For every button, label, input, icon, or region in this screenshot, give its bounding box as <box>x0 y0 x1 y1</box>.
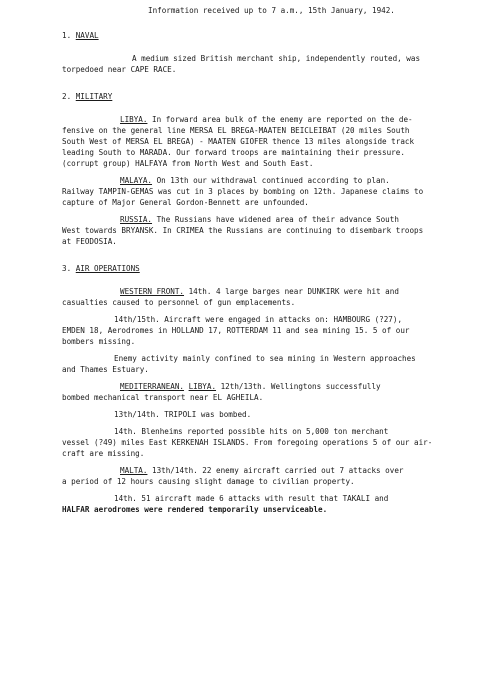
section-military-heading <box>62 91 466 102</box>
malta-label: MALTA. <box>120 466 148 475</box>
malaya-line: capture of Major General Gordon-Bennett are unfounded. <box>62 198 309 207</box>
air-p5: 13th/14th. TRIPOLI was bombed. <box>114 410 252 419</box>
med-first-line <box>62 381 466 392</box>
libya-line: South West of MERSA EL BREGA) - MAATEN GIOFER thence 13 miles alongside track <box>62 137 415 146</box>
air-p3-first: Enemy activity mainly confined to sea mining in Western approaches <box>114 354 416 363</box>
naval-line: torpedoed near CAPE RACE. <box>62 65 177 74</box>
air-p8-line: HALFAR aerodromes were rendered temporarily unserviceable. <box>62 505 328 514</box>
air-p3-line: and Thames Estuary. <box>62 365 149 374</box>
russia-first-line <box>62 214 466 225</box>
western-front-label: WESTERN FRONT. <box>120 287 185 296</box>
mediterranean-label: MEDITERRANEAN. <box>120 382 185 391</box>
russia-line: at FEODOSIA. <box>62 237 117 246</box>
report-header: Information received up to 7 a.m., 15th January, 1942. <box>148 6 395 15</box>
malaya-line: Railway TAMPIN-GEMAS was cut in 3 places by bombing on 12th. Japanese claims to <box>62 187 424 196</box>
section-number: 3. <box>62 264 72 273</box>
malta-line: a period of 12 hours causing slight damage to civilian property. <box>62 477 355 486</box>
russia-label: RUSSIA. <box>120 215 153 224</box>
section-title: MILITARY <box>75 92 113 101</box>
air-p6-line: craft are missing. <box>62 449 145 458</box>
air-p2-line: EMDEN 18, Aerodromes in HOLLAND 17, ROTTERDAM 11 and sea mining 15. 5 of our <box>62 326 410 335</box>
libya-label: LIBYA. <box>120 115 148 124</box>
malaya-text: On 13th our withdrawal continued according to plan. <box>156 176 390 185</box>
western-first-line <box>62 286 466 297</box>
section-naval-heading <box>62 30 466 41</box>
section-air-heading <box>62 263 466 274</box>
section-title: NAVAL <box>75 31 99 40</box>
malta-text: 13th/14th. 22 enemy aircraft carried out 7 attacks over <box>152 466 404 475</box>
western-text: 14th. 4 large barges near DUNKIRK were hit and <box>188 287 399 296</box>
malaya-label: MALAYA. <box>120 176 153 185</box>
section-number: 1. <box>62 31 72 40</box>
med-libya-label: LIBYA. <box>188 382 217 391</box>
libya-line: (corrupt group) HALFAYA from North West and South East. <box>62 159 314 168</box>
russia-line: West towards BRYANSK. In CRIMEA the Russians are continuing to disembark troops <box>62 226 424 235</box>
malta-first-line <box>62 465 466 476</box>
section-number: 2. <box>62 92 72 101</box>
libya-line: fensive on the general line MERSA EL BREGA-MAATEN BEICLEIBAT (20 miles South <box>62 126 410 135</box>
western-line: casualties caused to personnel of gun emplacements. <box>62 298 296 307</box>
air-p6-line: vessel (?49) miles East KERKENAH ISLANDS. From foregoing operations 5 of our air- <box>62 438 433 447</box>
air-p2-first: 14th/15th. Aircraft were engaged in attacks on: HAMBOURG (?27), <box>114 315 403 324</box>
malaya-first-line <box>62 175 466 186</box>
air-p2-line: bombers missing. <box>62 337 136 346</box>
air-p6-first: 14th. Blenheims reported possible hits on 5,000 ton merchant <box>114 427 389 436</box>
naval-line: A medium sized British merchant ship, independently routed, was <box>132 54 421 63</box>
section-title: AIR OPERATIONS <box>75 264 140 273</box>
med-line: bombed mechanical transport near EL AGHEILA. <box>62 393 264 402</box>
libya-line: leading South to MARADA. Our forward troops are maintaining their pressure. <box>62 148 405 157</box>
libya-first-line <box>62 114 466 125</box>
libya-text: In forward area bulk of the enemy are reported on the de- <box>152 115 413 124</box>
med-text: 12th/13th. Wellingtons successfully <box>220 382 381 391</box>
air-p8-first: 14th. 51 aircraft made 6 attacks with result that TAKALI and <box>114 494 389 503</box>
russia-text: The Russians have widened area of their advance South <box>156 215 399 224</box>
